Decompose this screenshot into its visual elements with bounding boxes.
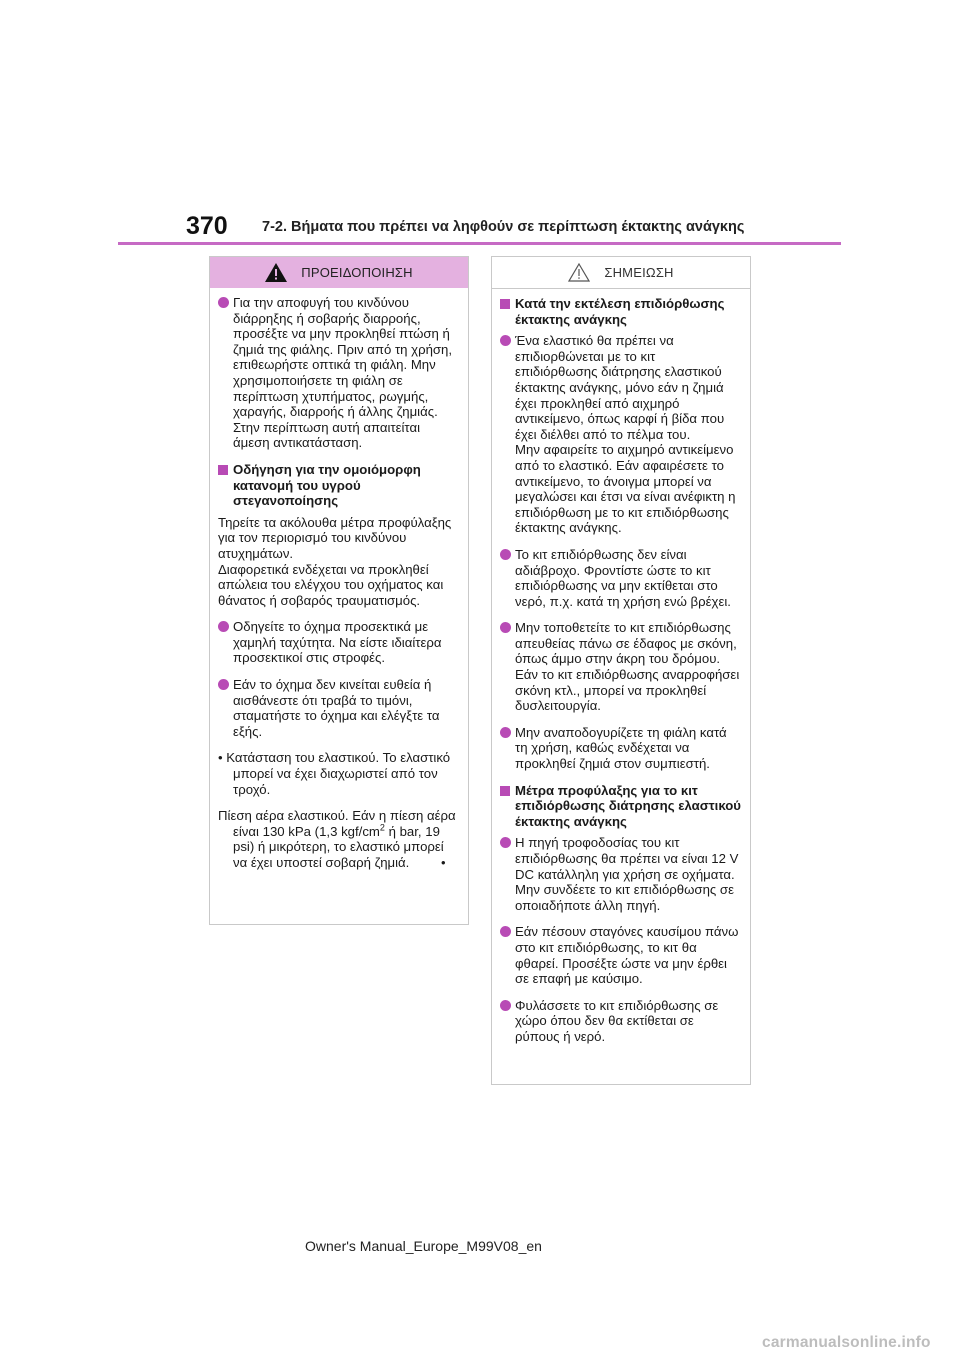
- square-bullet-icon: [218, 465, 228, 475]
- list-item: [500, 620, 741, 714]
- heading-text: Οδήγηση για την ομοιόμορφη κατανομή του υγρού στεγανοποίησης: [233, 461, 421, 509]
- heading-text: Κατά την εκτέλεση επιδιόρθωσης έκτακτης ανάγκης: [515, 296, 725, 327]
- note-item-text: Μην αφαιρείτε το αιχμηρό αντικείμενο από το ελαστικό. Εάν αφαιρέσετε το αντικείμενο, το άνοιγμα μπορεί να μεγαλώσει και έτσι να είναι ανέφικτη η επιδιόρθωση με το κιτ επιδιόρθωσης έκτακτης ανάγκης.: [515, 442, 736, 536]
- warning-item-text: Οδηγείτε το όχημα προσεκτικά με χαμηλή ταχύτητα. Να είστε ιδιαίτερα προσεκτικοί στις στροφές.: [233, 619, 442, 666]
- bullet-dot-icon: [218, 621, 229, 632]
- list-item: [218, 619, 459, 666]
- note-item-text: Ένα ελαστικό θα πρέπει να επιδιορθώνεται με το κιτ επιδιόρθωσης διάτρησης ελαστικού έκτακτης ανάγκης, μόνο εάν η ζημιά έχει προκληθεί από αιχμηρό αντικείμενο, όπως καρφί ή βίδα που έχει διέλθει από το πέλμα του.: [515, 333, 725, 442]
- list-item: [500, 924, 741, 986]
- section-heading: [500, 296, 741, 327]
- section-title: 7-2. Βήματα που πρέπει να ληφθούν σε περίπτωση έκτακτης ανάγκης: [262, 219, 745, 235]
- bullet-dot-icon: [500, 727, 511, 738]
- list-item: [500, 835, 741, 913]
- warning-box-body: [210, 288, 468, 871]
- watermark: carmanualsonline.info: [762, 1334, 931, 1351]
- section-heading: [218, 462, 459, 509]
- paragraph: [218, 515, 459, 609]
- pressure-text: ή bar, 19 psi) ή μικρότερη, το ελαστικό μπορεί να έχει υποστεί σοβαρή ζημιά.: [233, 823, 444, 870]
- bullet-dot-icon: [500, 549, 511, 560]
- bullet-dot-icon: [500, 622, 511, 633]
- bullet-dot-icon: [218, 679, 229, 690]
- warning-box-title: ΠΡΟΕΙΔΟΠΟΙΗΣΗ: [301, 265, 413, 280]
- warning-item-text: Για την αποφυγή του κινδύνου διάρρηξης ή σοβαρής διαρροής, προσέξτε να μην προκληθεί πτώση ή ζημιά της φιάλης. Πριν από τη χρήση, επιθεωρήστε οπτικά τη φιάλη. Μην χρησιμοποιήσετε τη φιάλη σε περίπτωση χτυπήματος, ρωγμής, χαραγής, διαρροής ή άλλης ζημιάς. Στην περίπτωση αυτή απαιτείται άμεση αντικατάσταση.: [233, 295, 453, 451]
- pressure-text: Πίεση αέρα ελαστικού. Εάν η πίεση αέρα είναι 130 kPa (1,3 kgf/cm: [218, 808, 456, 839]
- sub-bullet-item: • Κατάσταση του ελαστικού. Το ελαστικό μπορεί να έχει διαχωριστεί από τον τροχό.: [218, 750, 451, 797]
- tire-pressure-paragraph: Πίεση αέρα ελαστικού. Εάν η πίεση αέρα είναι 130 kPa (1,3 kgf/$cm^2$ ή bar, 19 psi) ή μικρότερη, το ελαστικό μπορεί να έχει υποστεί σοβαρή ζημιά. •: [218, 808, 456, 870]
- note-item-text: Φυλάσσετε το κιτ επιδιόρθωσης σε χώρο όπου δεν θα εκτίθεται σε ρύπους ή νερό.: [515, 997, 719, 1044]
- note-box: [491, 256, 751, 1085]
- note-box-body: [492, 289, 750, 1045]
- warning-item-text: Εάν το όχημα δεν κινείται ευθεία ή αισθάνεστε ότι τραβά το τιμόνι, σταματήστε το όχημα και ελέγξτε τα εξής.: [233, 677, 440, 739]
- footer-text: Owner's Manual_Europe_M99V08_en: [305, 1238, 542, 1254]
- bullet-dot-icon: [500, 335, 511, 346]
- square-bullet-icon: [500, 786, 510, 796]
- heading-text: Μέτρα προφύλαξης για το κιτ επιδιόρθωσης διάτρησης ελαστικού έκτακτης ανάγκης: [515, 782, 741, 829]
- note-item-text: Εάν πέσουν σταγόνες καυσίμου πάνω στο κιτ επιδιόρθωσης, το κιτ θα φθαρεί. Προσέξτε ώστε να μην έρθει σε επαφή με καύσιμο.: [515, 924, 739, 987]
- warning-box: [209, 256, 469, 925]
- superscript: 2: [379, 822, 385, 833]
- note-item-text: Μην αναποδογυρίζετε τη φιάλη κατά τη χρήση, καθώς ενδέχεται να προκληθεί ζημιά στον συμπιεστή.: [515, 724, 727, 772]
- bullet-dot-icon: [218, 297, 229, 308]
- list-item: [500, 547, 741, 609]
- page-number: 370: [186, 212, 228, 240]
- paragraph-line: Τηρείτε τα ακόλουθα μέτρα προφύλαξης για τον περιορισμό του κινδύνου ατυχημάτων.: [218, 514, 452, 561]
- header-rule: [118, 242, 841, 245]
- note-item-text: Η πηγή τροφοδοσίας του κιτ επιδιόρθωσης θα πρέπει να είναι 12 V DC κατάλληλη για χρήση σε οχήματα. Μην συνδέετε το κιτ επιδιόρθωσης σε οποιαδήποτε άλλη πηγή.: [515, 835, 739, 913]
- list-item: [500, 333, 741, 536]
- list-item: [500, 998, 741, 1045]
- warning-box-header: [210, 257, 468, 288]
- square-bullet-icon: [500, 299, 510, 309]
- note-box-title: ΣΗΜΕΙΩΣΗ: [604, 265, 674, 280]
- section-heading: [500, 783, 741, 830]
- bullet-dot-icon: [500, 926, 511, 937]
- bullet-dot-icon: [500, 1000, 511, 1011]
- list-item: [500, 725, 741, 772]
- list-item: [218, 295, 459, 451]
- list-item: [218, 677, 459, 739]
- caution-triangle-icon: [568, 263, 590, 282]
- paragraph-line: Διαφορετικά ενδέχεται να προκληθεί απώλεια του ελέγχου του οχήματος και θάνατος ή σοβαρός τραυματισμός.: [218, 561, 444, 608]
- note-box-header: [492, 257, 750, 289]
- bullet-dot-icon: [500, 837, 511, 848]
- note-item-text: Μην τοποθετείτε το κιτ επιδιόρθωσης απευθείας πάνω σε έδαφος με σκόνη, όπως άμμο στην άκρη του δρόμου. Εάν το κιτ επιδιόρθωσης αναρροφήσει σκόνη κτλ., μπορεί να προκληθεί δυσλειτουργία.: [515, 620, 740, 714]
- note-item-text: Το κιτ επιδιόρθωσης δεν είναι αδιάβροχο. Φροντίστε ώστε το κιτ επιδιόρθωσης να μην εκτίθεται στο νερό, π.χ. κατά τη χρήση ενώ βρέχει.: [515, 546, 731, 609]
- warning-triangle-icon: [265, 263, 287, 282]
